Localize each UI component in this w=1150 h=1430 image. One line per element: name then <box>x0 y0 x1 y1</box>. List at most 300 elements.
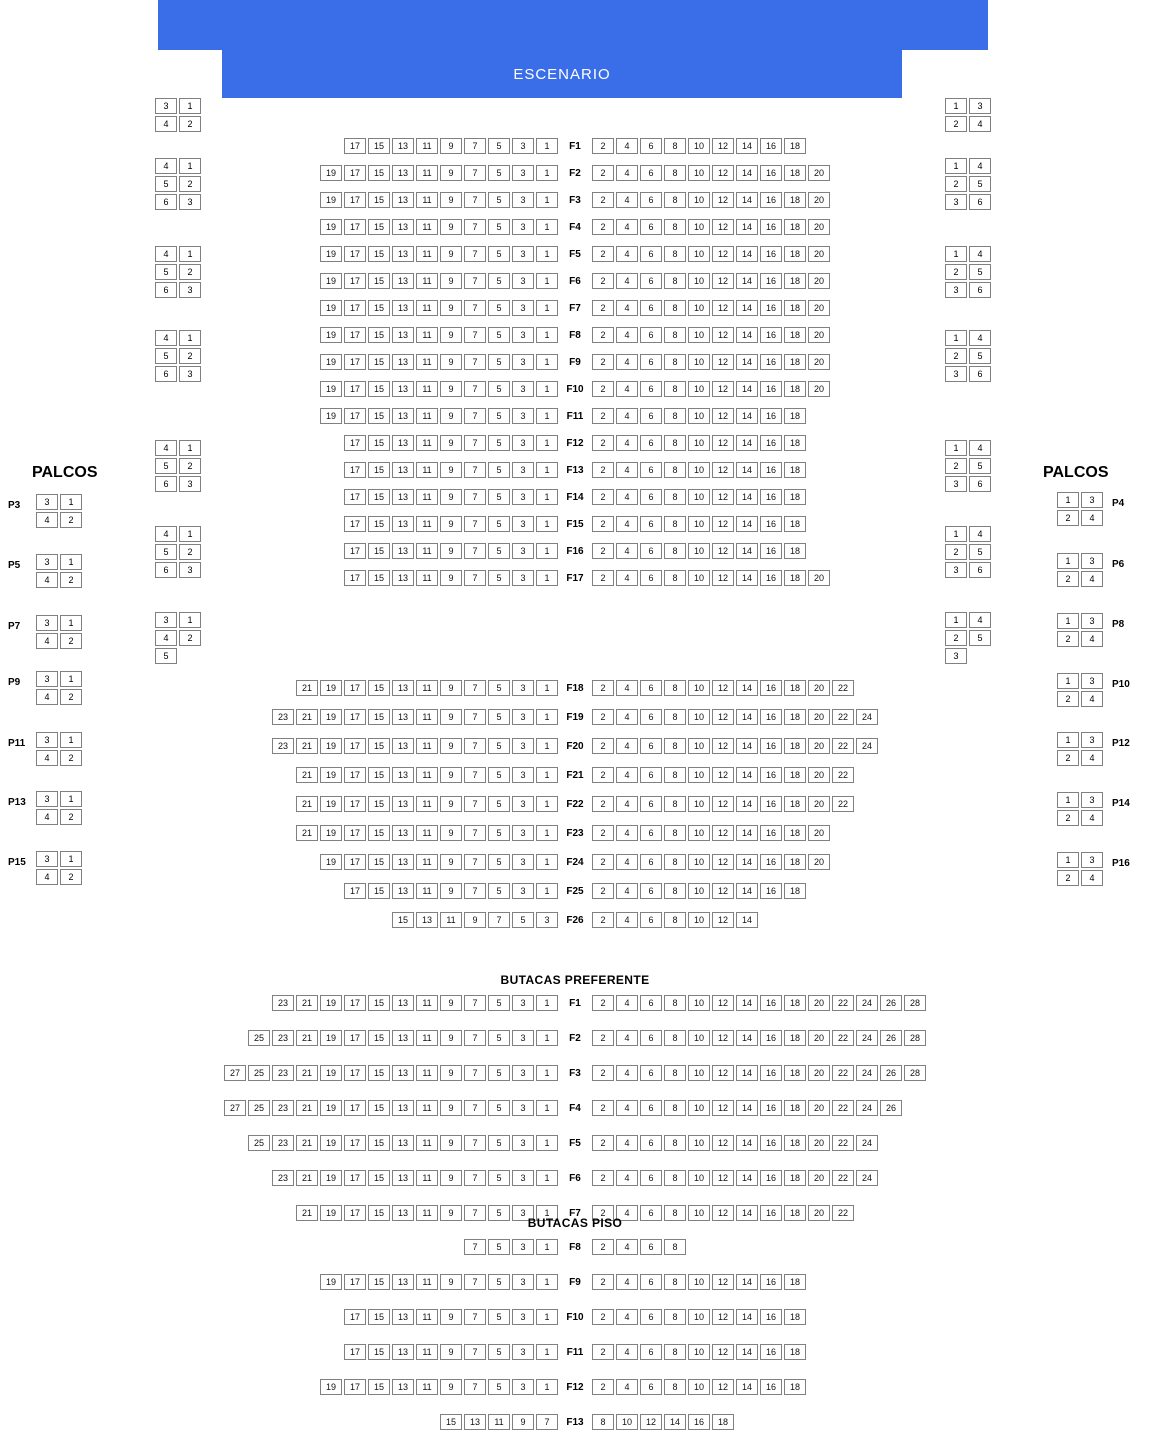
seat[interactable]: 7 <box>464 1239 486 1255</box>
seat[interactable]: 18 <box>784 354 806 370</box>
seat[interactable]: 2 <box>592 192 614 208</box>
seat[interactable]: 8 <box>664 1379 686 1395</box>
seat[interactable]: 9 <box>440 1379 462 1395</box>
seat[interactable]: 20 <box>808 1170 830 1186</box>
seat[interactable]: 9 <box>440 1205 462 1221</box>
seat[interactable]: 22 <box>832 995 854 1011</box>
seat[interactable]: 2 <box>592 1239 614 1255</box>
seat[interactable]: 6 <box>640 219 662 235</box>
seat[interactable]: 18 <box>784 570 806 586</box>
seat[interactable]: 17 <box>344 796 366 812</box>
seat[interactable]: 15 <box>368 300 390 316</box>
box-seat[interactable]: 4 <box>155 116 177 132</box>
seat[interactable]: 8 <box>664 570 686 586</box>
seat[interactable]: 17 <box>344 435 366 451</box>
seat[interactable]: 18 <box>784 796 806 812</box>
seat[interactable]: 10 <box>688 1379 710 1395</box>
seat[interactable]: 3 <box>512 300 534 316</box>
box-seat[interactable]: 4 <box>155 630 177 646</box>
seat[interactable]: 20 <box>808 165 830 181</box>
seat[interactable]: 1 <box>536 1170 558 1186</box>
seat[interactable]: 22 <box>832 680 854 696</box>
seat[interactable]: 11 <box>416 300 438 316</box>
seat[interactable]: 9 <box>440 273 462 289</box>
seat[interactable]: 20 <box>808 1065 830 1081</box>
seat[interactable]: 3 <box>512 767 534 783</box>
seat[interactable]: 9 <box>464 912 486 928</box>
seat[interactable]: 12 <box>640 1414 662 1430</box>
seat[interactable]: 7 <box>464 543 486 559</box>
seat[interactable]: 16 <box>760 570 782 586</box>
seat[interactable]: 11 <box>416 462 438 478</box>
seat[interactable]: 1 <box>536 709 558 725</box>
box-seat[interactable]: 3 <box>945 562 967 578</box>
seat[interactable]: 13 <box>392 327 414 343</box>
seat[interactable]: 14 <box>736 1344 758 1360</box>
seat[interactable]: 8 <box>664 300 686 316</box>
box-seat[interactable]: 3 <box>1081 492 1103 508</box>
box-seat[interactable]: 2 <box>179 264 201 280</box>
box-seat[interactable]: 5 <box>155 458 177 474</box>
seat[interactable]: 18 <box>784 1135 806 1151</box>
seat[interactable]: 15 <box>368 1100 390 1116</box>
seat[interactable]: 18 <box>784 1170 806 1186</box>
seat[interactable]: 14 <box>736 738 758 754</box>
seat[interactable]: 7 <box>464 709 486 725</box>
seat[interactable]: 12 <box>712 246 734 262</box>
box-seat[interactable]: 1 <box>60 671 82 687</box>
seat[interactable]: 26 <box>880 1030 902 1046</box>
seat[interactable]: 11 <box>416 825 438 841</box>
seat[interactable]: 16 <box>760 767 782 783</box>
seat[interactable]: 11 <box>416 381 438 397</box>
seat[interactable]: 12 <box>712 1205 734 1221</box>
box-seat[interactable]: 3 <box>36 671 58 687</box>
seat[interactable]: 8 <box>664 825 686 841</box>
seat[interactable]: 21 <box>296 738 318 754</box>
seat[interactable]: 11 <box>416 165 438 181</box>
seat[interactable]: 2 <box>592 1344 614 1360</box>
seat[interactable]: 11 <box>416 1135 438 1151</box>
seat[interactable]: 6 <box>640 995 662 1011</box>
seat[interactable]: 4 <box>616 138 638 154</box>
seat[interactable]: 17 <box>344 883 366 899</box>
seat[interactable]: 18 <box>784 738 806 754</box>
seat[interactable]: 5 <box>488 1030 510 1046</box>
seat[interactable]: 8 <box>664 1205 686 1221</box>
seat[interactable]: 6 <box>640 1344 662 1360</box>
seat[interactable]: 16 <box>760 1100 782 1116</box>
box-seat[interactable]: 4 <box>155 158 177 174</box>
seat[interactable]: 8 <box>664 767 686 783</box>
seat[interactable]: 18 <box>784 1309 806 1325</box>
seat[interactable]: 2 <box>592 570 614 586</box>
seat[interactable]: 16 <box>760 1309 782 1325</box>
seat[interactable]: 12 <box>712 680 734 696</box>
box-seat[interactable]: 1 <box>60 615 82 631</box>
seat[interactable]: 4 <box>616 327 638 343</box>
seat[interactable]: 7 <box>464 381 486 397</box>
seat[interactable]: 3 <box>512 543 534 559</box>
seat[interactable]: 8 <box>664 1100 686 1116</box>
seat[interactable]: 13 <box>392 1274 414 1290</box>
seat[interactable]: 1 <box>536 995 558 1011</box>
seat[interactable]: 5 <box>488 1239 510 1255</box>
seat[interactable]: 15 <box>368 543 390 559</box>
seat[interactable]: 5 <box>488 165 510 181</box>
seat[interactable]: 21 <box>296 1030 318 1046</box>
seat[interactable]: 1 <box>536 1239 558 1255</box>
seat[interactable]: 7 <box>464 462 486 478</box>
seat[interactable]: 24 <box>856 1030 878 1046</box>
seat[interactable]: 11 <box>416 1170 438 1186</box>
seat[interactable]: 5 <box>512 912 534 928</box>
seat[interactable]: 17 <box>344 1205 366 1221</box>
seat[interactable]: 16 <box>760 1274 782 1290</box>
seat[interactable]: 9 <box>440 1100 462 1116</box>
seat[interactable]: 25 <box>248 1100 270 1116</box>
seat[interactable]: 10 <box>688 246 710 262</box>
seat[interactable]: 7 <box>464 300 486 316</box>
seat[interactable]: 7 <box>464 767 486 783</box>
seat[interactable]: 3 <box>512 1344 534 1360</box>
seat[interactable]: 6 <box>640 543 662 559</box>
box-seat[interactable]: 2 <box>945 264 967 280</box>
seat[interactable]: 9 <box>440 854 462 870</box>
seat[interactable]: 17 <box>344 192 366 208</box>
seat[interactable]: 13 <box>464 1414 486 1430</box>
seat[interactable]: 11 <box>416 246 438 262</box>
seat[interactable]: 5 <box>488 883 510 899</box>
seat[interactable]: 12 <box>712 995 734 1011</box>
box-seat[interactable]: 2 <box>1057 750 1079 766</box>
box-seat[interactable]: 2 <box>1057 810 1079 826</box>
seat[interactable]: 15 <box>368 1379 390 1395</box>
box-seat[interactable]: 3 <box>179 366 201 382</box>
box-seat[interactable]: 2 <box>1057 510 1079 526</box>
seat[interactable]: 17 <box>344 1344 366 1360</box>
seat[interactable]: 3 <box>512 165 534 181</box>
seat[interactable]: 19 <box>320 854 342 870</box>
seat[interactable]: 10 <box>688 219 710 235</box>
seat[interactable]: 1 <box>536 138 558 154</box>
seat[interactable]: 10 <box>688 995 710 1011</box>
box-seat[interactable]: 2 <box>60 512 82 528</box>
seat[interactable]: 11 <box>416 1274 438 1290</box>
seat[interactable]: 19 <box>320 165 342 181</box>
seat[interactable]: 4 <box>616 1205 638 1221</box>
seat[interactable]: 12 <box>712 1065 734 1081</box>
seat[interactable]: 17 <box>344 165 366 181</box>
seat[interactable]: 11 <box>416 327 438 343</box>
seat[interactable]: 12 <box>712 1170 734 1186</box>
seat[interactable]: 3 <box>512 381 534 397</box>
box-seat[interactable]: 2 <box>945 176 967 192</box>
seat[interactable]: 12 <box>712 327 734 343</box>
seat[interactable]: 13 <box>392 995 414 1011</box>
box-seat[interactable]: 5 <box>969 348 991 364</box>
box-seat[interactable]: 3 <box>36 791 58 807</box>
seat[interactable]: 17 <box>344 462 366 478</box>
box-seat[interactable]: 4 <box>36 869 58 885</box>
seat[interactable]: 5 <box>488 1100 510 1116</box>
box-seat[interactable]: 6 <box>155 194 177 210</box>
seat[interactable]: 2 <box>592 767 614 783</box>
seat[interactable]: 2 <box>592 1030 614 1046</box>
seat[interactable]: 1 <box>536 381 558 397</box>
box-seat[interactable]: 4 <box>969 158 991 174</box>
box-seat[interactable]: 3 <box>155 612 177 628</box>
seat[interactable]: 3 <box>512 1274 534 1290</box>
seat[interactable]: 17 <box>344 354 366 370</box>
box-seat[interactable]: 3 <box>179 476 201 492</box>
seat[interactable]: 5 <box>488 1344 510 1360</box>
seat[interactable]: 4 <box>616 165 638 181</box>
seat[interactable]: 10 <box>688 192 710 208</box>
seat[interactable]: 3 <box>512 435 534 451</box>
seat[interactable]: 10 <box>688 1274 710 1290</box>
seat[interactable]: 23 <box>272 709 294 725</box>
seat[interactable]: 10 <box>688 825 710 841</box>
seat[interactable]: 12 <box>712 767 734 783</box>
seat[interactable]: 4 <box>616 219 638 235</box>
seat[interactable]: 1 <box>536 543 558 559</box>
box-seat[interactable]: 2 <box>179 176 201 192</box>
seat[interactable]: 14 <box>736 854 758 870</box>
seat[interactable]: 13 <box>392 354 414 370</box>
seat[interactable]: 24 <box>856 1135 878 1151</box>
seat[interactable]: 21 <box>296 1170 318 1186</box>
seat[interactable]: 13 <box>392 1135 414 1151</box>
box-seat[interactable]: 6 <box>969 562 991 578</box>
seat[interactable]: 23 <box>272 995 294 1011</box>
seat[interactable]: 1 <box>536 738 558 754</box>
seat[interactable]: 6 <box>640 1379 662 1395</box>
seat[interactable]: 9 <box>440 300 462 316</box>
seat[interactable]: 17 <box>344 138 366 154</box>
seat[interactable]: 13 <box>392 138 414 154</box>
seat[interactable]: 7 <box>464 1379 486 1395</box>
seat[interactable]: 8 <box>664 327 686 343</box>
seat[interactable]: 7 <box>464 273 486 289</box>
seat[interactable]: 4 <box>616 709 638 725</box>
seat[interactable]: 13 <box>392 1344 414 1360</box>
seat[interactable]: 9 <box>440 246 462 262</box>
seat[interactable]: 26 <box>880 1100 902 1116</box>
seat[interactable]: 8 <box>664 709 686 725</box>
seat[interactable]: 7 <box>464 825 486 841</box>
box-seat[interactable]: 3 <box>1081 553 1103 569</box>
seat[interactable]: 19 <box>320 327 342 343</box>
seat[interactable]: 8 <box>664 1065 686 1081</box>
seat[interactable]: 14 <box>736 883 758 899</box>
seat[interactable]: 6 <box>640 767 662 783</box>
box-seat[interactable]: 2 <box>60 809 82 825</box>
seat[interactable]: 2 <box>592 1379 614 1395</box>
seat[interactable]: 18 <box>712 1414 734 1430</box>
seat[interactable]: 5 <box>488 1170 510 1186</box>
seat[interactable]: 4 <box>616 1030 638 1046</box>
seat[interactable]: 1 <box>536 246 558 262</box>
seat[interactable]: 1 <box>536 570 558 586</box>
seat[interactable]: 9 <box>440 767 462 783</box>
seat[interactable]: 10 <box>688 1309 710 1325</box>
seat[interactable]: 12 <box>712 1379 734 1395</box>
seat[interactable]: 14 <box>736 1135 758 1151</box>
seat[interactable]: 3 <box>512 327 534 343</box>
seat[interactable]: 11 <box>416 1205 438 1221</box>
seat[interactable]: 17 <box>344 854 366 870</box>
seat[interactable]: 11 <box>416 570 438 586</box>
seat[interactable]: 6 <box>640 246 662 262</box>
seat[interactable]: 2 <box>592 408 614 424</box>
seat[interactable]: 6 <box>640 1030 662 1046</box>
seat[interactable]: 22 <box>832 767 854 783</box>
seat[interactable]: 5 <box>488 516 510 532</box>
seat[interactable]: 16 <box>760 1379 782 1395</box>
seat[interactable]: 12 <box>712 912 734 928</box>
seat[interactable]: 9 <box>440 381 462 397</box>
seat[interactable]: 19 <box>320 381 342 397</box>
seat[interactable]: 4 <box>616 1170 638 1186</box>
seat[interactable]: 7 <box>464 219 486 235</box>
seat[interactable]: 2 <box>592 1100 614 1116</box>
seat[interactable]: 20 <box>808 300 830 316</box>
box-seat[interactable]: 5 <box>969 544 991 560</box>
seat[interactable]: 10 <box>688 462 710 478</box>
seat[interactable]: 7 <box>464 1344 486 1360</box>
seat[interactable]: 5 <box>488 1205 510 1221</box>
box-seat[interactable]: 4 <box>36 689 58 705</box>
seat[interactable]: 3 <box>536 912 558 928</box>
seat[interactable]: 8 <box>664 995 686 1011</box>
seat[interactable]: 13 <box>392 192 414 208</box>
seat[interactable]: 10 <box>688 408 710 424</box>
seat[interactable]: 8 <box>664 912 686 928</box>
seat[interactable]: 2 <box>592 381 614 397</box>
box-seat[interactable]: 1 <box>179 612 201 628</box>
seat[interactable]: 9 <box>440 1135 462 1151</box>
box-seat[interactable]: 3 <box>969 98 991 114</box>
seat[interactable]: 8 <box>664 738 686 754</box>
seat[interactable]: 6 <box>640 570 662 586</box>
seat[interactable]: 3 <box>512 462 534 478</box>
seat[interactable]: 14 <box>736 489 758 505</box>
seat[interactable]: 17 <box>344 246 366 262</box>
seat[interactable]: 7 <box>464 1205 486 1221</box>
seat[interactable]: 10 <box>688 165 710 181</box>
seat[interactable]: 11 <box>440 912 462 928</box>
seat[interactable]: 15 <box>368 1205 390 1221</box>
seat[interactable]: 4 <box>616 354 638 370</box>
seat[interactable]: 15 <box>368 1344 390 1360</box>
seat[interactable]: 18 <box>784 1030 806 1046</box>
seat[interactable]: 18 <box>784 1344 806 1360</box>
seat[interactable]: 18 <box>784 543 806 559</box>
seat[interactable]: 8 <box>664 192 686 208</box>
seat[interactable]: 3 <box>512 489 534 505</box>
seat[interactable]: 14 <box>736 1100 758 1116</box>
seat[interactable]: 11 <box>416 680 438 696</box>
seat[interactable]: 5 <box>488 854 510 870</box>
seat[interactable]: 16 <box>760 1030 782 1046</box>
seat[interactable]: 11 <box>416 489 438 505</box>
box-seat[interactable]: 1 <box>945 440 967 456</box>
seat[interactable]: 5 <box>488 489 510 505</box>
seat[interactable]: 10 <box>688 435 710 451</box>
seat[interactable]: 12 <box>712 192 734 208</box>
seat[interactable]: 7 <box>464 516 486 532</box>
seat[interactable]: 16 <box>760 543 782 559</box>
seat[interactable]: 17 <box>344 1170 366 1186</box>
box-seat[interactable]: 3 <box>36 494 58 510</box>
seat[interactable]: 4 <box>616 570 638 586</box>
seat[interactable]: 7 <box>464 408 486 424</box>
box-seat[interactable]: 5 <box>969 630 991 646</box>
seat[interactable]: 21 <box>296 1100 318 1116</box>
box-seat[interactable]: 1 <box>60 791 82 807</box>
seat[interactable]: 23 <box>272 1065 294 1081</box>
seat[interactable]: 1 <box>536 1379 558 1395</box>
seat[interactable]: 9 <box>440 995 462 1011</box>
seat[interactable]: 1 <box>536 354 558 370</box>
seat[interactable]: 5 <box>488 273 510 289</box>
seat[interactable]: 19 <box>320 1274 342 1290</box>
seat[interactable]: 13 <box>392 1309 414 1325</box>
seat[interactable]: 15 <box>368 516 390 532</box>
seat[interactable]: 20 <box>808 995 830 1011</box>
seat[interactable]: 10 <box>688 489 710 505</box>
seat[interactable]: 24 <box>856 1100 878 1116</box>
seat[interactable]: 1 <box>536 767 558 783</box>
seat[interactable]: 4 <box>616 543 638 559</box>
seat[interactable]: 15 <box>368 995 390 1011</box>
seat[interactable]: 8 <box>664 273 686 289</box>
seat[interactable]: 16 <box>688 1414 710 1430</box>
seat[interactable]: 20 <box>808 570 830 586</box>
seat[interactable]: 9 <box>440 408 462 424</box>
seat[interactable]: 6 <box>640 300 662 316</box>
seat[interactable]: 6 <box>640 354 662 370</box>
seat[interactable]: 5 <box>488 435 510 451</box>
seat[interactable]: 4 <box>616 273 638 289</box>
seat[interactable]: 14 <box>736 1274 758 1290</box>
seat[interactable]: 16 <box>760 1170 782 1186</box>
box-seat[interactable]: 2 <box>1057 631 1079 647</box>
box-seat[interactable]: 1 <box>60 851 82 867</box>
seat[interactable]: 14 <box>736 219 758 235</box>
seat[interactable]: 1 <box>536 408 558 424</box>
seat[interactable]: 26 <box>880 995 902 1011</box>
seat[interactable]: 18 <box>784 516 806 532</box>
seat[interactable]: 15 <box>368 246 390 262</box>
seat[interactable]: 3 <box>512 1379 534 1395</box>
seat[interactable]: 15 <box>368 796 390 812</box>
seat[interactable]: 14 <box>736 1205 758 1221</box>
seat[interactable]: 2 <box>592 138 614 154</box>
seat[interactable]: 12 <box>712 1274 734 1290</box>
seat[interactable]: 12 <box>712 709 734 725</box>
seat[interactable]: 7 <box>488 912 510 928</box>
seat[interactable]: 16 <box>760 165 782 181</box>
box-seat[interactable]: 2 <box>1057 691 1079 707</box>
box-seat[interactable]: 5 <box>155 264 177 280</box>
seat[interactable]: 10 <box>688 516 710 532</box>
seat[interactable]: 14 <box>736 825 758 841</box>
seat[interactable]: 8 <box>664 1344 686 1360</box>
seat[interactable]: 12 <box>712 300 734 316</box>
box-seat[interactable]: 5 <box>969 458 991 474</box>
